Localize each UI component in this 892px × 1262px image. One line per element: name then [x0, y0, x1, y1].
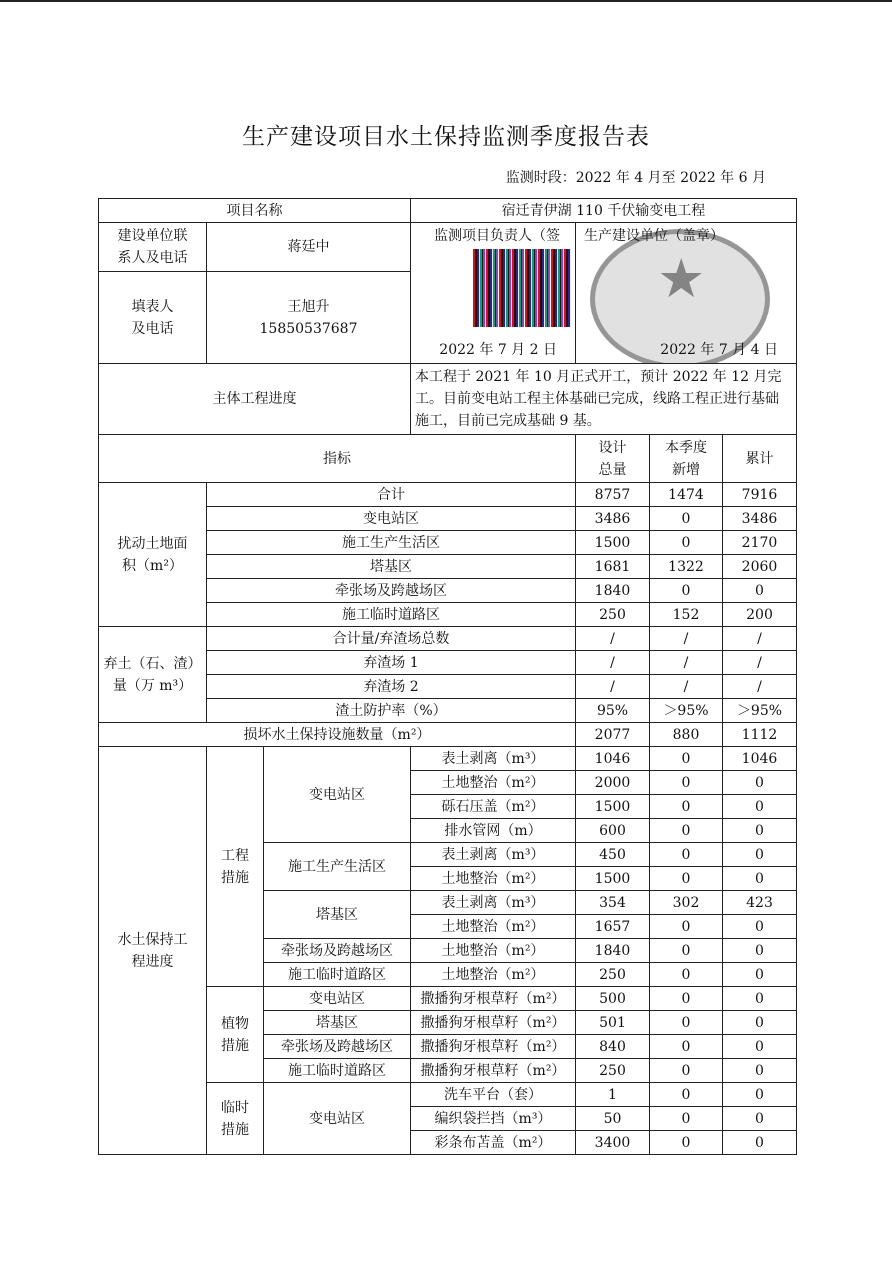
item-name: 撒播狗牙根草籽（m²）	[411, 987, 576, 1011]
quarter-value: 302	[650, 891, 723, 915]
quarter-value: 0	[650, 1107, 723, 1131]
quarter-value: 880	[650, 723, 723, 747]
design-value: 2077	[576, 723, 650, 747]
total-value: 3486	[723, 507, 797, 531]
item-name: 排水管网（m）	[411, 819, 576, 843]
design-value: 354	[576, 891, 650, 915]
zone-name: 施工临时道路区	[264, 963, 411, 987]
item-name: 土地整治（m²）	[411, 963, 576, 987]
contact-name: 蒋廷中	[207, 223, 411, 272]
zone-name: 施工临时道路区	[264, 1059, 411, 1083]
design-value: 501	[576, 1011, 650, 1035]
item-name: 土地整治（m²）	[411, 771, 576, 795]
design-value: 250	[576, 963, 650, 987]
quarter-value: 0	[650, 819, 723, 843]
unit-seal-date: 2022 年 7 月 4 日	[660, 342, 778, 358]
design-value: 600	[576, 819, 650, 843]
design-value: 1	[576, 1083, 650, 1107]
design-value: 1500	[576, 531, 650, 555]
quarter-new-header: 本季度 新增	[650, 435, 723, 483]
zone-name: 牵张场及跨越场区	[264, 939, 411, 963]
item-name: 撒播狗牙根草籽（m²）	[411, 1011, 576, 1035]
filler-label: 填表人 及电话	[99, 272, 207, 364]
design-value: 1840	[576, 939, 650, 963]
total-value: 423	[723, 891, 797, 915]
quarter-value: 1474	[650, 483, 723, 507]
quarter-value: 0	[650, 771, 723, 795]
total-value: 2060	[723, 555, 797, 579]
progress-row	[99, 364, 797, 435]
item-name: 撒播狗牙根草籽（m²）	[411, 1035, 576, 1059]
quarter-value: 0	[650, 915, 723, 939]
cumulative-header: 累计	[723, 435, 797, 483]
row-name: 损坏水土保持设施数量（m²）	[99, 723, 576, 747]
design-value: 1500	[576, 867, 650, 891]
item-name: 彩条布苫盖（m²）	[411, 1131, 576, 1155]
total-value: 0	[723, 1035, 797, 1059]
quarter-value: /	[650, 675, 723, 699]
item-name: 表土剥离（m³）	[411, 747, 576, 771]
row-name: 塔基区	[207, 555, 576, 579]
design-value: 1046	[576, 747, 650, 771]
total-value: 0	[723, 1083, 797, 1107]
quarter-value: 0	[650, 795, 723, 819]
quarter-value: 0	[650, 1083, 723, 1107]
quarter-value: 0	[650, 1059, 723, 1083]
total-value: 2170	[723, 531, 797, 555]
zone-name: 变电站区	[264, 987, 411, 1011]
quarter-value: 1322	[650, 555, 723, 579]
quarter-value: 152	[650, 603, 723, 627]
filler-name: 王旭升	[287, 298, 330, 315]
monitoring-period: 监测时段：2022 年 4 月至 2022 年 6 月	[505, 170, 766, 186]
total-value: 0	[723, 795, 797, 819]
contact-label: 建设单位联 系人及电话	[99, 223, 207, 272]
plant-measures-label: 植物 措施	[207, 987, 264, 1083]
design-value: 250	[576, 1059, 650, 1083]
total-value: /	[723, 627, 797, 651]
total-value: ＞95%	[723, 699, 797, 723]
damage-row	[99, 723, 797, 747]
monitor-signature-cell	[411, 223, 576, 364]
quarter-value: 0	[650, 987, 723, 1011]
design-value: 3400	[576, 1131, 650, 1155]
signature-image	[473, 249, 571, 327]
engineering-measures-label: 工程 措施	[207, 747, 264, 987]
row-name: 合计量/弃渣场总数	[207, 627, 576, 651]
item-name: 表土剥离（m³）	[411, 843, 576, 867]
design-value: /	[576, 627, 650, 651]
design-value: 8757	[576, 483, 650, 507]
design-value: /	[576, 675, 650, 699]
item-name: 砾石压盖（m²）	[411, 795, 576, 819]
design-total-header: 设计 总量	[576, 435, 650, 483]
row-name: 合计	[207, 483, 576, 507]
quarter-value: 0	[650, 1035, 723, 1059]
total-value: 0	[723, 1059, 797, 1083]
design-value: /	[576, 651, 650, 675]
total-value: 1112	[723, 723, 797, 747]
table-row	[99, 627, 797, 651]
row-name: 渣土防护率（%）	[207, 699, 576, 723]
total-value: 0	[723, 771, 797, 795]
design-value: 500	[576, 987, 650, 1011]
design-value: 1657	[576, 915, 650, 939]
unit-seal-label: 生产建设单位（盖章）	[584, 228, 724, 244]
report-table	[98, 198, 797, 1155]
item-name: 编织袋拦挡（m³）	[411, 1107, 576, 1131]
item-name: 土地整治（m²）	[411, 915, 576, 939]
zone-name: 变电站区	[264, 747, 411, 843]
project-name: 宿迁青伊湖 110 千伏输变电工程	[411, 199, 797, 223]
design-value: 2000	[576, 771, 650, 795]
design-value: 1500	[576, 795, 650, 819]
total-value: 0	[723, 819, 797, 843]
page-top-border	[0, 0, 892, 2]
quarter-value: ＞95%	[650, 699, 723, 723]
disturb-label: 扰动土地面 积（m²）	[99, 483, 207, 627]
unit-seal-cell	[576, 223, 797, 364]
row-name: 牵张场及跨越场区	[207, 579, 576, 603]
filler-info	[207, 272, 411, 364]
item-name: 土地整治（m²）	[411, 939, 576, 963]
total-value: /	[723, 675, 797, 699]
spoil-label: 弃土（石、渣） 量（万 m³）	[99, 627, 207, 723]
monitor-signature-date: 2022 年 7 月 2 日	[439, 342, 557, 358]
quarter-value: 0	[650, 939, 723, 963]
quarter-value: 0	[650, 507, 723, 531]
design-value: 1681	[576, 555, 650, 579]
zone-name: 牵张场及跨越场区	[264, 1035, 411, 1059]
total-value: 7916	[723, 483, 797, 507]
project-row	[99, 199, 797, 223]
quarter-value: 0	[650, 867, 723, 891]
zone-name: 变电站区	[264, 1083, 411, 1155]
design-value: 3486	[576, 507, 650, 531]
temp-measures-label: 临时 措施	[207, 1083, 264, 1155]
total-value: 0	[723, 987, 797, 1011]
total-value: 0	[723, 843, 797, 867]
total-value: 0	[723, 1011, 797, 1035]
quarter-value: 0	[650, 963, 723, 987]
total-value: 0	[723, 1131, 797, 1155]
zone-name: 施工生产生活区	[264, 843, 411, 891]
row-name: 弃渣场 2	[207, 675, 576, 699]
progress-text: 本工程于 2021 年 10 月正式开工，预计 2022 年 12 月完工。目前变电站工程主体基础已完成，线路工程正进行基础施工，目前已完成基础 9 基。	[411, 364, 797, 435]
total-value: 0	[723, 1107, 797, 1131]
item-name: 撒播狗牙根草籽（m²）	[411, 1059, 576, 1083]
design-value: 250	[576, 603, 650, 627]
row-name: 弃渣场 1	[207, 651, 576, 675]
item-name: 洗车平台（套）	[411, 1083, 576, 1107]
zone-name: 塔基区	[264, 1011, 411, 1035]
quarter-value: /	[650, 627, 723, 651]
wsc-label: 水土保持工 程进度	[99, 747, 207, 1155]
project-label: 项目名称	[99, 199, 411, 223]
quarter-value: /	[650, 651, 723, 675]
table-row	[99, 483, 797, 507]
progress-label: 主体工程进度	[99, 364, 411, 435]
design-value: 50	[576, 1107, 650, 1131]
row-name: 变电站区	[207, 507, 576, 531]
total-value: 200	[723, 603, 797, 627]
zone-name: 塔基区	[264, 891, 411, 939]
design-value: 1840	[576, 579, 650, 603]
quarter-value: 0	[650, 531, 723, 555]
page-title: 生产建设项目水土保持监测季度报告表	[242, 124, 650, 150]
design-value: 450	[576, 843, 650, 867]
row-name: 施工生产生活区	[207, 531, 576, 555]
quarter-value: 0	[650, 747, 723, 771]
total-value: 0	[723, 939, 797, 963]
total-value: 0	[723, 579, 797, 603]
quarter-value: 0	[650, 1131, 723, 1155]
contact-row	[99, 223, 797, 272]
indicator-header-row	[99, 435, 797, 483]
quarter-value: 0	[650, 843, 723, 867]
total-value: 0	[723, 915, 797, 939]
item-name: 表土剥离（m³）	[411, 891, 576, 915]
filler-phone: 15850537687	[259, 320, 358, 337]
indicator-label: 指标	[99, 435, 576, 483]
row-name: 施工临时道路区	[207, 603, 576, 627]
star-icon: ★	[657, 247, 706, 310]
total-value: /	[723, 651, 797, 675]
design-value: 95%	[576, 699, 650, 723]
quarter-value: 0	[650, 579, 723, 603]
quarter-value: 0	[650, 1011, 723, 1035]
total-value: 0	[723, 867, 797, 891]
total-value: 1046	[723, 747, 797, 771]
monitor-signature-label: 监测项目负责人（签	[434, 228, 560, 244]
item-name: 土地整治（m²）	[411, 867, 576, 891]
total-value: 0	[723, 963, 797, 987]
table-row	[99, 747, 797, 771]
design-value: 840	[576, 1035, 650, 1059]
